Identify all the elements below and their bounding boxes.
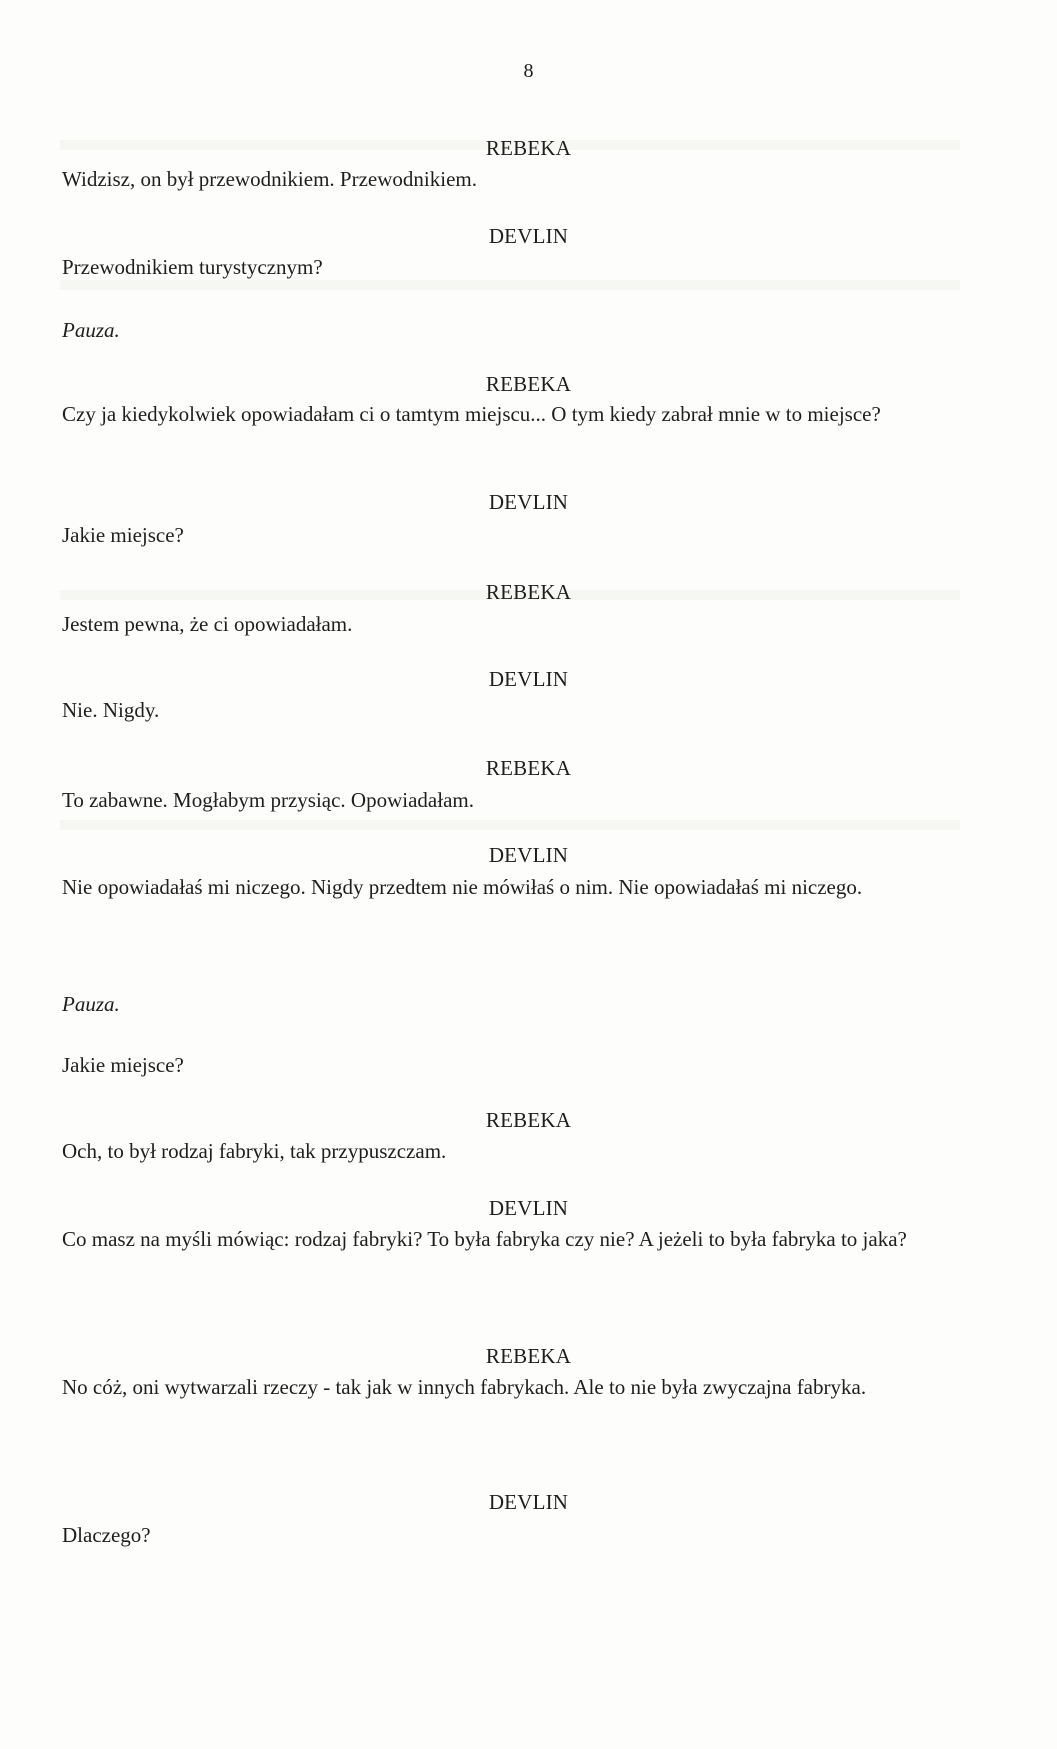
dialogue-line: Nie. Nigdy.: [62, 698, 160, 722]
speaker-name: DEVLIN: [488, 490, 569, 514]
speaker-name: REBEKA: [485, 1108, 572, 1132]
speaker-name: REBEKA: [485, 372, 572, 396]
speaker-name: DEVLIN: [488, 843, 569, 867]
stage-direction: Pauza.: [62, 992, 120, 1016]
speaker-name: DEVLIN: [488, 667, 569, 691]
speaker-name: REBEKA: [485, 580, 572, 604]
speaker-name: DEVLIN: [488, 224, 569, 248]
dialogue-line: Przewodnikiem turystycznym?: [62, 255, 323, 279]
dialogue-line: Czy ja kiedykolwiek opowiadałam ci o tamtym miejscu... O tym kiedy zabrał mnie w to miejsce?: [62, 402, 881, 426]
dialogue-line: Widzisz, on był przewodnikiem. Przewodnikiem.: [62, 167, 477, 191]
dialogue-line: No cóż, oni wytwarzali rzeczy - tak jak w innych fabrykach. Ale to nie była zwyczajna fabryka.: [62, 1375, 867, 1399]
dialogue-line: Och, to był rodzaj fabryki, tak przypuszczam.: [62, 1139, 447, 1163]
dialogue-line: Jakie miejsce?: [62, 523, 184, 547]
dialogue-line: Dlaczego?: [62, 1523, 151, 1547]
dialogue-line: To zabawne. Mogłabym przysiąc. Opowiadałam.: [62, 788, 474, 812]
page-number: 8: [523, 60, 534, 82]
speaker-name: REBEKA: [485, 1344, 572, 1368]
dialogue-line: Jestem pewna, że ci opowiadałam.: [62, 612, 353, 636]
bleed-through-mark: [60, 820, 960, 830]
speaker-name: REBEKA: [485, 756, 572, 780]
speaker-name: DEVLIN: [488, 1490, 569, 1514]
dialogue-line: Co masz na myśli mówiąc: rodzaj fabryki? To była fabryka czy nie? A jeżeli to była fabryka to jaka?: [62, 1227, 907, 1251]
stage-direction: Pauza.: [62, 318, 120, 342]
speaker-name: REBEKA: [485, 136, 572, 160]
dialogue-line: Jakie miejsce?: [62, 1053, 184, 1077]
dialogue-line: Nie opowiadałaś mi niczego. Nigdy przedtem nie mówiłaś o nim. Nie opowiadałaś mi niczego.: [62, 875, 863, 899]
speaker-name: DEVLIN: [488, 1196, 569, 1220]
